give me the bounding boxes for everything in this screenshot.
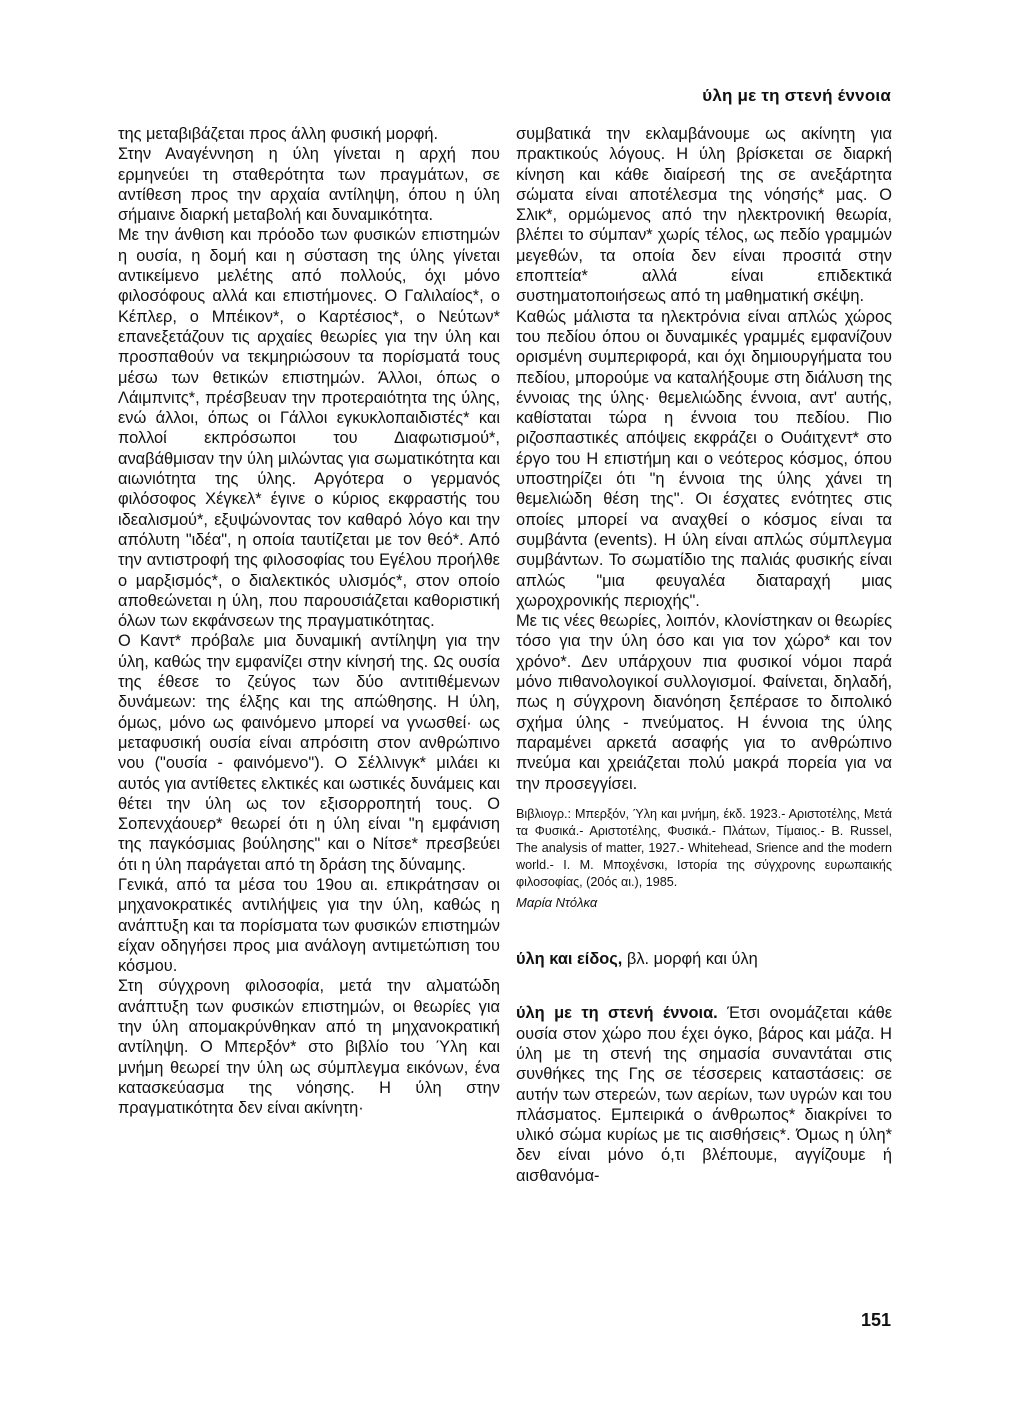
author-signature: Μαρία Ντόλκα	[516, 894, 598, 910]
page-number: 151	[860, 1310, 891, 1330]
paragraph: της μεταβιβάζεται προς άλλη φυσική μορφή.	[118, 125, 439, 143]
entry-headword: ύλη με τη στενή έννοια.	[516, 1004, 718, 1023]
entry-text: Έτσι ονομάζεται κάθε ουσία στον χώρο που έχει όγκο, βάρος και μάζα. Η ύλη με τη στενή της σημασία συναντάται στις συνθήκες της Γης σε τέσσερεις καταστάσεις: σε αυτήν των στερεών, των αερίων, των υγρών και του πλάσματος. Εμπειρικά ο άνθρωπος* διακρίνει το υλικό σώμα κυρίως με τις αισθήσεις*. Όμως η ύλη* δεν είναι μόνο ό,τι βλέπουμε, αγγίζουμε ή αισθανόμα-	[516, 1004, 892, 1185]
bibliography: Βιβλιογρ.: Μπερξόν, Ύλη και μνήμη, έκδ. 1923.- Αριστοτέλης, Μετά τα Φυσικά.- Αριστοτέλης, Φυσικά.- Πλάτων, Τίμαιος.- B. Russel, The analysis of matter, 1927.- Whitehead, Srience and the modern world.- I. M. Μποχένσκι, Ιστορία της σύγχρονης ευρωπαικής φιλοσοφίας, (20ός αι.), 1985.	[516, 806, 892, 889]
paragraph: Καθώς μάλιστα τα ηλεκτρόνια είναι απλώς χώρος του πεδίου όπου οι δυναμικές γραμμές εμφανίζουν ορισμένη συμπεριφορά, και όχι δημιουργήματα του πεδίου, μπορούμε να καταλήξουμε στη διάλυση της έννοιας της ύλης· θεμελιώδης έννοια, αντ' αυτής, καθίσταται τώρα η έννοια του πεδίου. Πιο ριζοσπαστικές απόψεις εκφράζει ο Ουάιτχεντ* στο έργο του Η επιστήμη και ο νεότερος κόσμος, όπου υποστηρίζει ότι "η έννοια της ύλης χάνει τη θεμελιώδη θέση της". Οι έσχατες ενότητες στις οποίες μπορεί να αναχθεί ο κόσμος είναι τα συμβάντα (events). Η ύλη είναι απλώς σύμπλεγμα συμβάντων. Το σωματίδιο της παλιάς φυσικής είναι απλώς "μια φευγαλέα διαταραχή μιας χωροχρονικής περιοχής".	[516, 307, 892, 610]
left-column	[118, 124, 500, 1119]
running-head: ύλη με τη στενή έννοια	[702, 86, 891, 105]
paragraph: συμβατικά την εκλαμβάνουμε ως ακίνητη για πρακτικούς λόγους. Η ύλη βρίσκεται σε διαρκή κίνηση και κάθε διαίρεσή της σε ανεξάρτητα σώματα είναι αποτέλεσμα της νόησής* μας. Ο Σλικ*, ορμώμενος από την ηλεκτρονική θεωρία, βλέπει το σύμπαν* χωρίς τέλος, ως πεδίο γραμμών μεγεθών, τα οποία δεν είναι προσιτά στην εποπτεία* αλλά είναι επιδεκτικά συστηματοποιήσεως από τη μαθηματική σκέψη.	[516, 125, 892, 306]
paragraph: Με την άνθιση και πρόοδο των φυσικών επιστημών η ουσία, η δομή και η σύσταση της ύλης γίνεται αντικείμενο μελέτης από πολλούς, όχι μόνο φιλοσόφους αλλά και επιστήμονες. Ο Γαλιλαίος*, ο Κέπλερ, ο Μπέικον*, ο Καρτέσιος*, ο Νεύτων* επανεξετάζουν τις αρχαίες θεωρίες για την ύλη και προσπαθούν να τεκμηριώσουν τα πορίσματά τους μέσω των θετικών επιστημών. Άλλοι, όπως ο Λάιμπνιτς*, πρέσβευαν την προτεραιότητα της ύλης, ενώ άλλοι, όπως οι Γάλλοι εγκυκλοπαιδιστές* και πολλοί εκπρόσωποι του Διαφωτισμού*, αναβάθμισαν την ύλη μιλώντας για σωματικότητα και αιωνιότητα της ύλης. Αργότερα ο γερμανός φιλόσοφος Χέγκελ* έγινε ο κύριος εκφραστής του ιδεαλισμού*, εξυψώνοντας τον καθαρό λόγο και την απόλυτη "ιδέα", η οποία ταυτίζεται με τον θεό*. Από την αντιστροφή της φιλοσοφίας του Εγέλου προήλθε ο μαρξισμός*, ο διαλεκτικός υλισμός*, στον οποίο αποθεώνεται η ύλη, που παρουσιάζεται καθοριστική όλων των εκφάνσεων της πραγματικότητας.	[118, 226, 500, 631]
paragraph: Στην Αναγέννηση η ύλη γίνεται η αρχή που ερμηνεύει τη σταθερότητα των πραγμάτων, σε αντίθεση προς την αρχαία αντίληψη, όπου η ύλη σήμαινε διαρκή μεταβολή και δυναμικότητα.	[118, 145, 500, 225]
right-column	[516, 124, 892, 1186]
dictionary-entry	[516, 1003, 892, 1186]
paragraph: Με τις νέες θεωρίες, λοιπόν, κλονίστηκαν οι θεωρίες τόσο για την ύλη όσο και για τον χώρο* και τον χρόνο*. Δεν υπάρχουν πια φυσικοί νόμοι παρά μόνο πιθανολογικοί συλλογισμοί. Φαίνεται, δηλαδή, πως η σύγχρονη διανόηση ξεπέρασε το διπολικό σχήμα ύλης - πνεύματος. Η έννοια της ύλης παραμένει αρκετά ασαφής για το ανθρώπινο πνεύμα και χρειάζεται πολύ μακρά πορεία για να την προσεγγίσει.	[516, 612, 892, 793]
paragraph: Στη σύγχρονη φιλοσοφία, μετά την αλματώδη ανάπτυξη των φυσικών επιστημών, οι θεωρίες για την ύλη απομακρύνθηκαν από τη μηχανοκρατική αντίληψη. Ο Μπερξόν* στο βιβλίο του Ύλη και μνήμη θεωρεί την ύλη ως σύμπλεγμα εικόνων, ένα κατασκεύασμα της νόησης. Η ύλη στην πραγματικότητα δεν είναι ακίνητη·	[118, 977, 500, 1118]
dictionary-entry-cross-reference	[516, 949, 892, 969]
entry-headword: ύλη και είδος,	[516, 950, 623, 969]
paragraph: Ο Καντ* πρόβαλε μια δυναμική αντίληψη για την ύλη, καθώς την εμφανίζει στην κίνησή της. Ως ουσία της έθεσε το ζεύγος των δύο αντιτιθέμενων δυνάμεων: της έλξης και της απώθησης. Η ύλη, όμως, μόνο ως φαινόμενο μπορεί να γνωσθεί· ως μεταφυσική ουσία είναι απρόσιτη στον ανθρώπινο νου ("ουσία - φαινόμενο"). Ο Σέλλινγκ* μιλάει κι αυτός για αντίθετες ελκτικές και ωστικές δυνάμεις και θέτει την ύλη ως τον εξισορροπητή τους. Ο Σοπενχάουερ* θεωρεί ότι η ύλη είναι "η εμφάνιση της παγκόσμιας βούλησης" και ο Νίτσε* πρεσβεύει ότι η ύλη παράγεται από τη δράση της δύναμης.	[118, 632, 500, 874]
entry-text: βλ. μορφή και ύλη	[622, 950, 758, 969]
paragraph: Γενικά, από τα μέσα του 19ου αι. επικράτησαν οι μηχανοκρατικές αντιλήψεις για την ύλη, καθώς η ανάπτυξη και τα πορίσματα των φυσικών επιστημών είχαν οδηγήσει προς μια ανάλογη αντιμετώπιση του κόσμου.	[118, 875, 500, 976]
